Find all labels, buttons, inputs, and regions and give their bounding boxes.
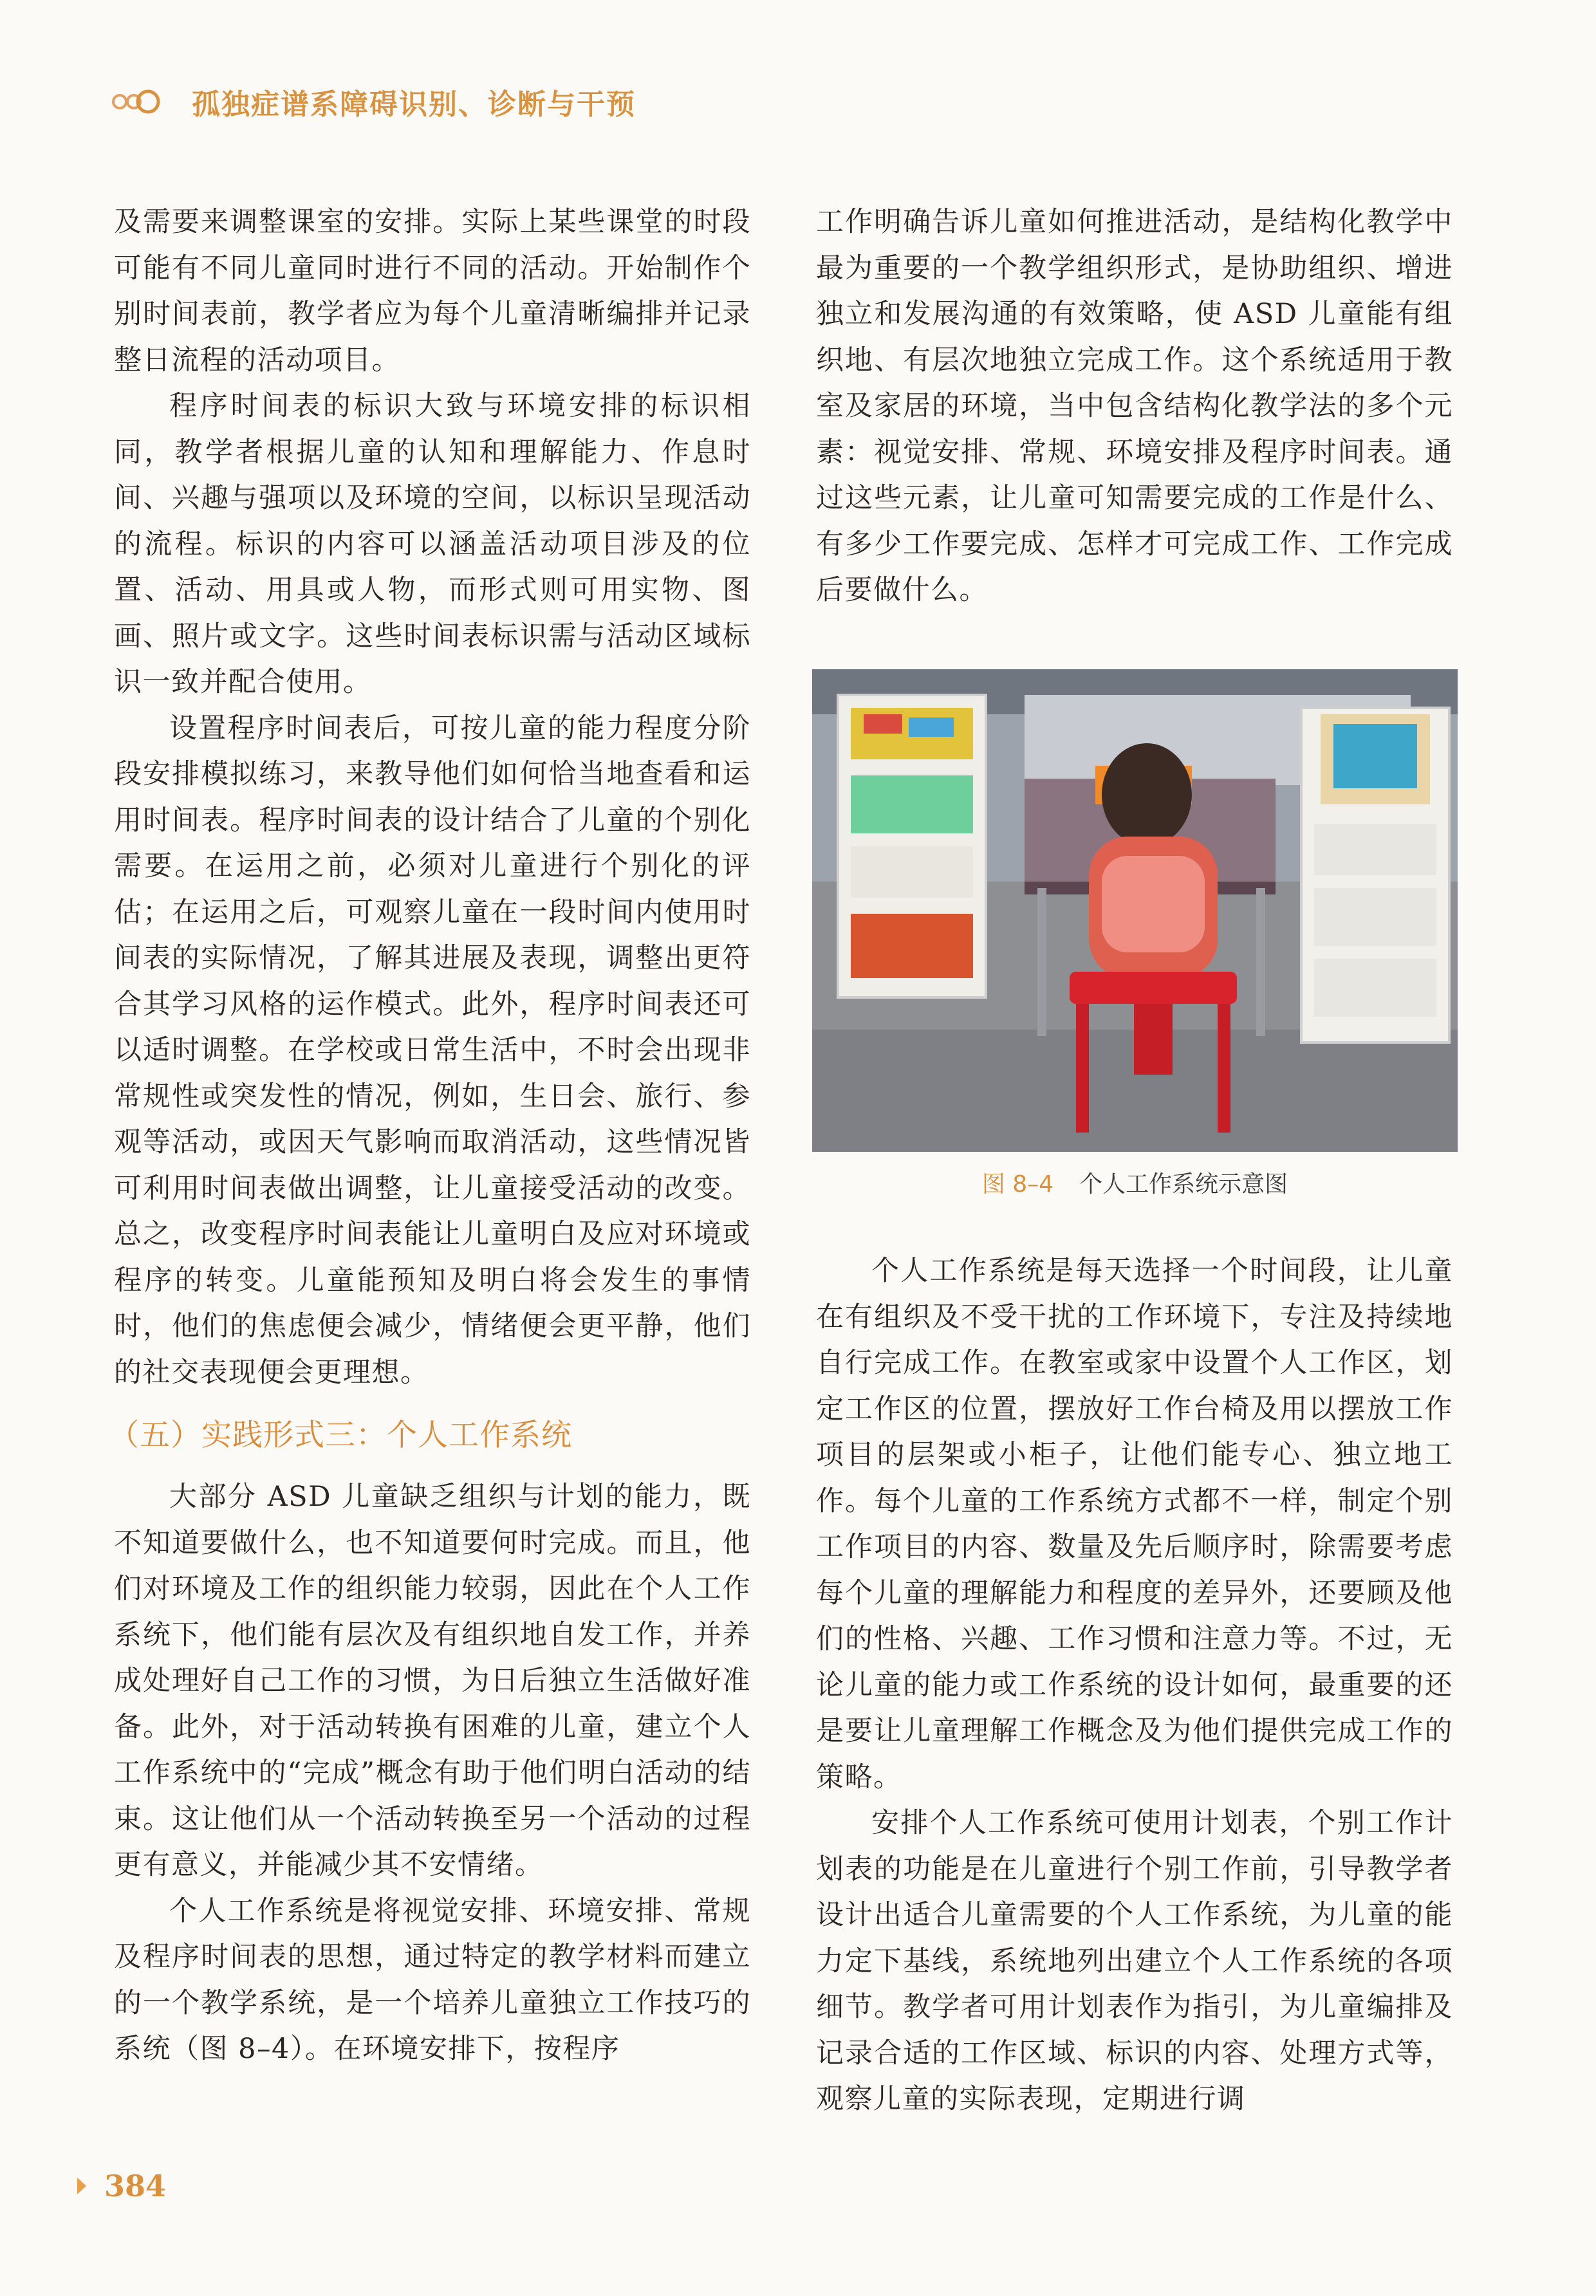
right-column-bottom — [816, 1248, 1453, 2123]
paragraph: 工作明确告诉儿童如何推进活动，是结构化教学中最为重要的一个教学组织形式，是协助组织、增进独立和发展沟通的有效策略，使 ASD 儿童能有组织地、有层次地独立完成工作。这个系统适用于教室及家居的环境，当中包含结构化教学法的多个元素：视觉安排、常规、环境安排及程序时间表。通过这些元素，让儿童可知需要完成的工作是什么、有多少工作要完成、怎样才可完成工作、工作完成后要做什么。 — [816, 206, 1453, 606]
page-number: 384 — [104, 2169, 167, 2203]
paragraph: 程序时间表的标识大致与环境安排的标识相同，教学者根据儿童的认知和理解能力、作息时间、兴趣与强项以及环境的空间，以标识呈现活动的流程。标识的内容可以涵盖活动项目涉及的位置、活动、用具或人物，而形式则可用实物、图画、照片或文字。这些时间表标识需与活动区域标识一致并配合使用。 — [114, 390, 751, 698]
figure-photo — [812, 669, 1458, 1152]
paragraph: 设置程序时间表后，可按儿童的能力程度分阶段安排模拟练习，来教导他们如何恰当地查看和运用时间表。程序时间表的设计结合了儿童的个别化需要。在运用之前，必须对儿童进行个别化的评估；在运用之后，可观察儿童在一段时间内使用时间表的实际情况，了解其进展及表现，调整出更符合其学习风格的运作模式。此外，程序时间表还可以适时调整。在学校或日常生活中，不时会出现非常规性或突发性的情况，例如，生日会、旅行、参观等活动，或因天气影响而取消活动，这些情况皆可利用时间表做出调整，让儿童接受活动的改变。总之，改变程序时间表能让儿童明白及应对环境或程序的转变。儿童能预知及明白将会发生的事情时，他们的焦虑便会减少，情绪便会更平静，他们的社交表现便会更理想。 — [114, 712, 751, 1389]
triangle-marker-icon — [77, 2178, 86, 2194]
section-heading: （五）实践形式三：个人工作系统 — [109, 1418, 572, 1453]
page-footer — [77, 2169, 166, 2203]
right-column-top — [816, 199, 1453, 614]
left-column — [109, 199, 751, 2073]
paragraph: 大部分 ASD 儿童缺乏组织与计划的能力，既不知道要做什么，也不知道要何时完成。而且，他们对环境及工作的组织能力较弱，因此在个人工作系统下，他们能有层次及有组织地自发工作，并养成处理好自己工作的习惯，为日后独立生活做好准备。此外，对于活动转换有困难的儿童，建立个人工作系统中的“完成”概念有助于他们明白活动的结束。这让他们从一个活动转换至另一个活动的过程更有意义，并能减少其不安情绪。 — [114, 1481, 751, 1881]
running-header — [109, 76, 636, 127]
header-title: 孤独症谱系障碍识别、诊断与干预 — [192, 88, 636, 121]
paragraph: 安排个人工作系统可使用计划表，个别工作计划表的功能是在儿童进行个别工作前，引导教学者设计出适合儿童需要的个人工作系统，为儿童的能力定下基线，系统地列出建立个人工作系统的各项细节。教学者可用计划表作为指引，为儿童编排及记录合适的工作区域、标识的内容、处理方式等，观察儿童的实际表现，定期进行调 — [816, 1807, 1453, 2115]
classroom-photo-illustration — [812, 669, 1458, 1152]
paragraph: 个人工作系统是每天选择一个时间段，让儿童在有组织及不受干扰的工作环境下，专注及持续地自行完成工作。在教室或家中设置个人工作区，划定工作区的位置，摆放好工作台椅及用以摆放工作项目的层架或小柜子，让他们能专心、独立地工作。每个儿童的工作系统方式都不一样，制定个别工作项目的内容、数量及先后顺序时，除需要考虑每个儿童的理解能力和程度的差异外，还要顾及他们的性格、兴趣、工作习惯和注意力等。不过，无论儿童的能力或工作系统的设计如何，最重要的还是要让儿童理解工作概念及为他们提供完成工作的策略。 — [816, 1255, 1453, 1793]
paragraph: 及需要来调整课室的安排。实际上某些课堂的时段可能有不同儿童同时进行不同的活动。开始制作个别时间表前，教学者应为每个儿童清晰编排并记录整日流程的活动项目。 — [114, 206, 751, 376]
figure-caption-text: 个人工作系统示意图 — [1079, 1171, 1288, 1198]
decorative-rings-icon — [109, 88, 161, 116]
figure-number: 图 8–4 — [981, 1171, 1054, 1198]
figure-caption — [812, 1166, 1458, 1199]
paragraph: 个人工作系统是将视觉安排、环境安排、常规及程序时间表的思想，通过特定的教学材料而建立的一个教学系统，是一个培养儿童独立工作技巧的系统（图 8–4）。在环境安排下，按程序 — [114, 1894, 751, 2065]
